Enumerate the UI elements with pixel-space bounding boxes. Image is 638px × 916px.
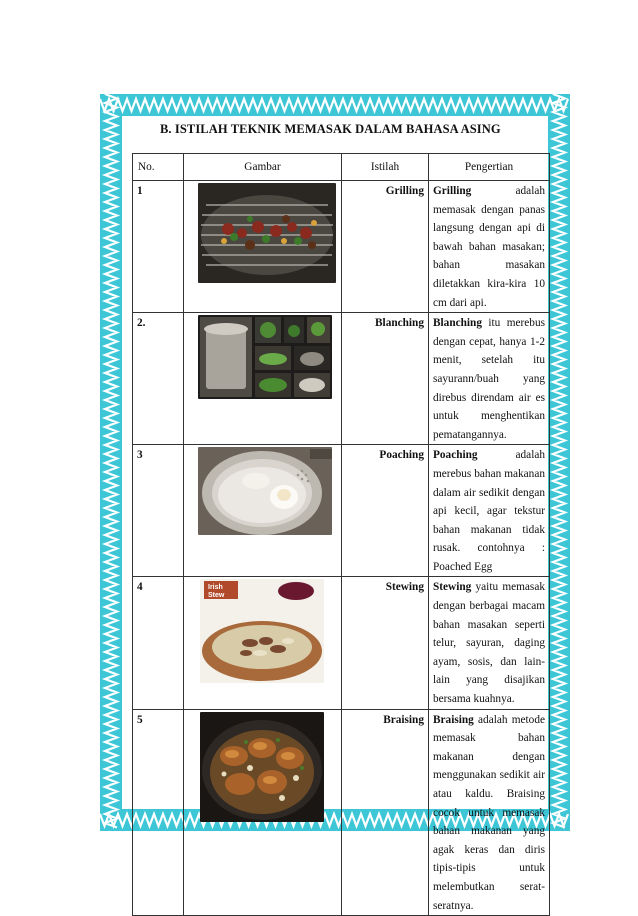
header-definition: Pengertian <box>429 154 550 181</box>
row-definition <box>429 181 550 313</box>
row-image <box>184 577 342 709</box>
row-term: Braising <box>342 709 429 916</box>
row-definition <box>429 313 550 445</box>
stew-caption-line2: Stew <box>208 592 225 600</box>
stew-caption-line1: Irish <box>208 584 223 592</box>
definition-text: itu merebus dengan cepat, hanya 1-2 menit, setelah itu sayurann/buah yang direbus direndam air es untuk menghentikan pematangannya. <box>433 317 545 441</box>
table-row <box>133 313 550 445</box>
row-number: 1 <box>133 181 184 313</box>
row-number: 3 <box>133 445 184 577</box>
table-row <box>133 577 550 709</box>
table-row <box>133 181 550 313</box>
table-header-row <box>133 154 550 181</box>
definition-text: adalah memasak dengan panas langsung dengan api di bawah bahan masakan; bahan masakan diletakkan kira-kira 10 cm dari api. <box>433 185 545 309</box>
blanching-collage-photo <box>198 315 332 399</box>
row-definition <box>429 445 550 577</box>
row-number: 5 <box>133 709 184 916</box>
header-term: Istilah <box>342 154 429 181</box>
table-row <box>133 445 550 577</box>
braised-chicken-photo <box>200 712 324 822</box>
row-definition <box>429 709 550 916</box>
section-title: B. ISTILAH TEKNIK MEMASAK DALAM BAHASA ASING <box>160 122 501 136</box>
row-term: Blanching <box>342 313 429 445</box>
poached-egg-pan-photo <box>198 447 332 535</box>
grill-skewers-photo <box>198 183 336 283</box>
cooking-terms-table <box>132 153 550 916</box>
definition-term: Braising <box>433 713 474 726</box>
row-term: Stewing <box>342 577 429 709</box>
definition-text: yaitu memasak dengan berbagai macam bahan masakan seperti telur, sayuran, daging ayam, sosis, dan lain-lain yang disajikan bersama kuahnya. <box>433 581 545 706</box>
row-term: Poaching <box>342 445 429 577</box>
row-definition <box>429 577 550 709</box>
table-row <box>133 709 550 916</box>
irish-stew-photo <box>200 579 324 683</box>
header-no: No. <box>133 154 184 181</box>
row-image <box>184 445 342 577</box>
row-image <box>184 709 342 916</box>
definition-term: Grilling <box>433 185 472 197</box>
row-number: 2. <box>133 313 184 445</box>
row-image <box>184 313 342 445</box>
row-image <box>184 181 342 313</box>
row-term: Grilling <box>342 181 429 313</box>
row-number: 4 <box>133 577 184 709</box>
definition-text: adalah metode memasak bahan makanan dengan menggunakan sedikit air atau kaldu. Braising cocok untuk memasak bahan makanan yang agak keras dan diris tipis-tipis untuk melembutkan serat-seratnya. <box>433 713 545 912</box>
definition-term: Poaching <box>433 449 478 462</box>
definition-text: adalah merebus bahan makanan dalam air sedikit dengan api kecil, agar tekstur bahan makanan tidak rusak. contohnya : Poached Egg <box>433 449 545 573</box>
definition-term: Blanching <box>433 317 482 330</box>
definition-term: Stewing <box>433 581 472 594</box>
header-image: Gambar <box>184 154 342 181</box>
